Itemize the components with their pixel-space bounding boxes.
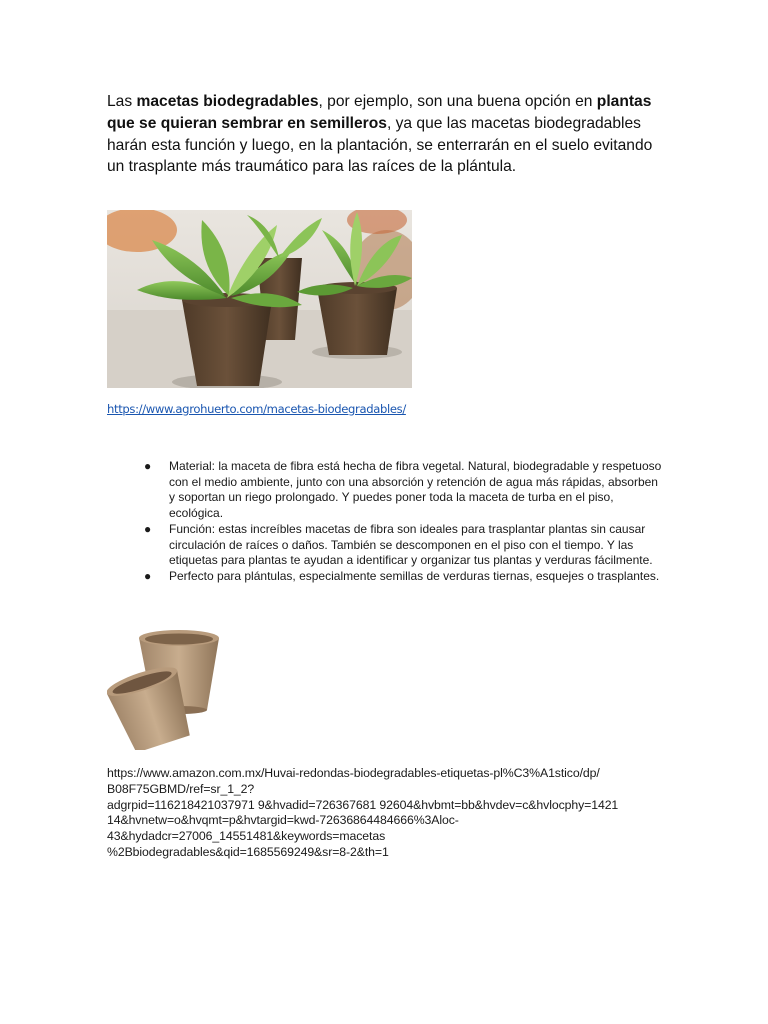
list-item-text: Material: la maceta de fibra está hecha de fibra vegetal. Natural, biodegradable y respetuoso con el medio ambiente, junto con una absorción y retención de agua más rápidas, absorben y soportan un riego prolongado. Y puedes poner toda la maceta de turba en el piso, ecológica. <box>169 459 662 521</box>
agrohuerto-link[interactable]: https://www.agrohuerto.com/macetas-biodegradables/ <box>107 402 406 416</box>
features-list <box>144 459 664 585</box>
amazon-link-line: 14&hvnetw=o&hvqmt=p&hvtargid=kwd-72636864484666%3Aloc- <box>107 813 459 828</box>
amazon-link[interactable] <box>107 766 667 861</box>
intro-paragraph <box>107 91 667 178</box>
bullet-icon: ● <box>144 521 152 536</box>
amazon-link-line: adgrpid=116218421037971 9&hvadid=726367681 92604&hvbmt=bb&hvdev=c&hvlocphy=1421 <box>107 797 619 812</box>
seedling-pots-photo <box>107 210 412 388</box>
bullet-icon: ● <box>144 459 152 473</box>
list-item-text: Función: estas increíbles macetas de fibra son ideales para trasplantar plantas sin causar circulación de raíces o daños. También se descomponen en el piso con el tiempo. Y las etiquetas para plantas te ayudan a identificar y organizar tus plantas y verduras fácilmente. <box>169 521 653 568</box>
intro-text-1: Las <box>107 93 137 110</box>
intro-text-3: , ya que las macetas biodegradables harán esta función y luego, en la plantación, se enterrarán en el suelo evitando un trasplante más traumático para las raíces de la plántula. <box>107 114 653 176</box>
amazon-link-line: 43&hydadcr=27006_14551481&keywords=macetas <box>107 829 386 844</box>
amazon-link-line: B08F75GBMD/ref=sr_1_2? <box>107 781 255 796</box>
intro-bold-1: macetas biodegradables <box>136 93 319 110</box>
intro-bold-2: plantas que se quieran sembrar en semilleros <box>107 93 652 132</box>
list-item-text: Perfecto para plántulas, especialmente semillas de verduras tiernas, esquejes o trasplantes. <box>169 568 660 583</box>
intro-text-2: , por ejemplo, son una buena opción en <box>318 93 597 110</box>
list-item <box>144 522 664 569</box>
bullet-icon: ● <box>144 568 152 583</box>
amazon-link-line: https://www.amazon.com.mx/Huvai-redondas-biodegradables-etiquetas-pl%C3%A1stico/dp/ <box>107 766 600 780</box>
list-item <box>144 459 664 522</box>
amazon-link-line: %2Bbiodegradables&qid=1685569249&sr=8-2&th=1 <box>107 844 389 859</box>
fiber-pots-photo <box>107 628 225 750</box>
list-item <box>144 569 664 585</box>
